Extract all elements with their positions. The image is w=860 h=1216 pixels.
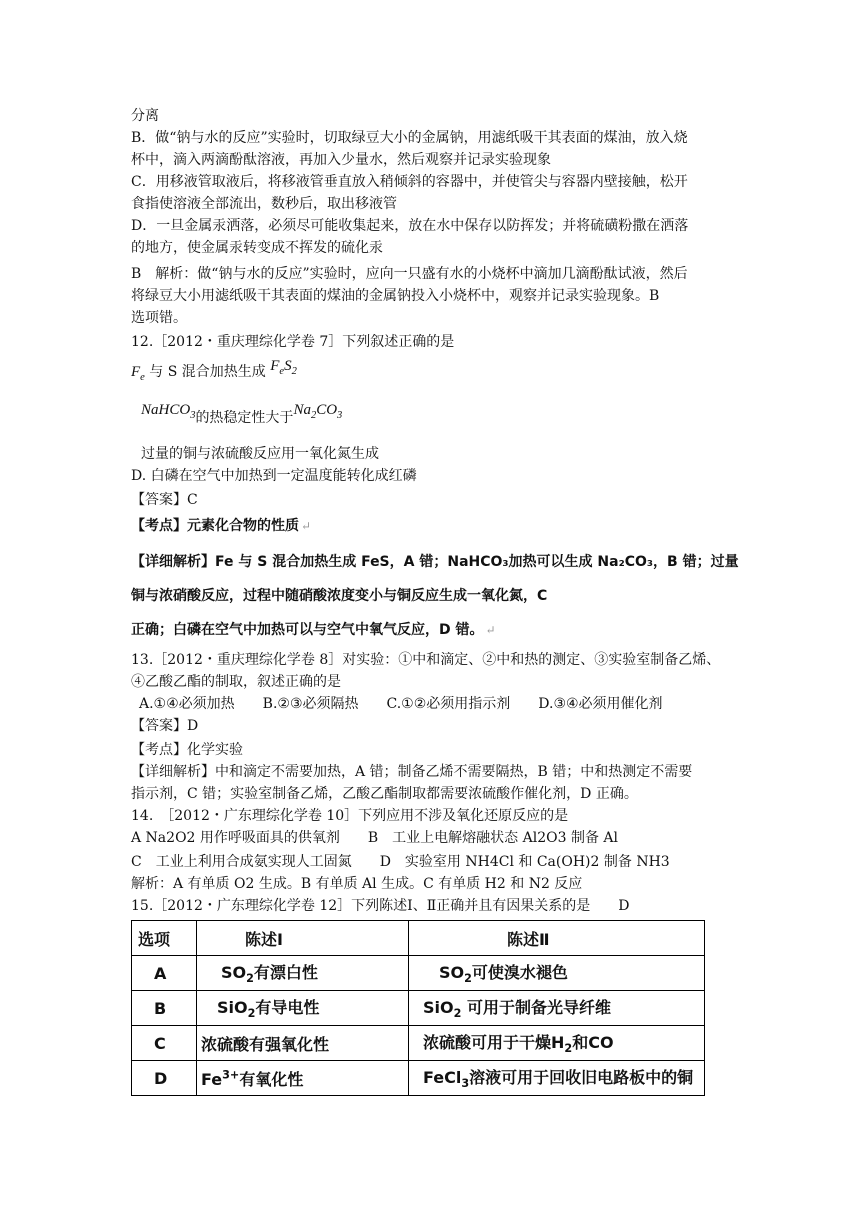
option-c-line: C．用移液管取液后，将移液管垂直放入稍倾斜的容器中，并使管尖与容器内壁接触，松开 [131, 174, 688, 190]
option-a-text: 与 S 混合加热生成 [149, 364, 266, 380]
question-12-option-c: 过量的铜与浓硫酸反应用一氧化氮生成 [141, 446, 379, 462]
explanation-12: 铜与浓硝酸反应，过程中随硝酸浓度变小与铜反应生成一氧化氮，C [131, 588, 548, 604]
explanation-13: 【详细解析】中和滴定不需要加热，A 错；制备乙烯不需要隔热，B 错；中和热测定不需要 [131, 764, 693, 780]
option-d-line: D．一旦金属汞洒落，必须尽可能收集起来，放在水中保存以防挥发；并将硫磺粉撒在洒落 [131, 218, 689, 234]
analysis-line: B 解析：做“钠与水的反应”实验时，应向一只盛有水的小烧杯中滴加几滴酚酞试液，然后 [131, 266, 688, 282]
question-13-options: A.①④必须加热 B.②③必须隔热 C.①②必须用指示剂 D.③④必须用催化剂 [139, 696, 663, 712]
option-cell: A [132, 956, 197, 991]
answer-13: 【答案】D [131, 718, 199, 734]
explanation-12: 【详细解析】Fe 与 S 混合加热生成 FeS，A 错；NaHCO₃加热可以生成 Na₂CO₃，B 错；过量 [131, 554, 739, 570]
statement-1-cell: SiO$_2$有导电性 [197, 991, 409, 1026]
option-cell: C [132, 1026, 197, 1061]
statement-2-cell: $SO_2$可使溴水褪色 [409, 956, 705, 991]
question-14-analysis: 解析：A 有单质 O2 生成。B 有单质 Al 生成。C 有单质 H2 和 N2 反应 [131, 876, 583, 892]
option-cell: B [132, 991, 197, 1026]
formula-nahco3: NaHCO$_3$ [141, 402, 196, 421]
table-row [132, 956, 705, 991]
table-row [132, 1061, 705, 1096]
statement-1-cell: $Fe^{3+}$有氧化性 [197, 1061, 409, 1096]
question-14-options-ab: A Na2O2 用作呼吸面具的供氧剂 B 工业上电解熔融状态 Al2O3 制备 Al [131, 830, 619, 846]
option-cell: D [132, 1061, 197, 1096]
header-option: 选项 [132, 921, 197, 956]
question-12-option-a [131, 358, 297, 388]
header-statement-2: 陈述Ⅱ [409, 921, 705, 956]
analysis-line: 将绿豆大小用滤纸吸干其表面的煤油的金属钠投入小烧杯中，观察并记录实验现象。B [131, 288, 660, 304]
formula-fes2: $F_eS_2$ [270, 358, 297, 377]
answer-12: 【答案】C [131, 492, 198, 508]
question-13: ④乙酸乙酯的制取，叙述正确的是 [131, 674, 341, 690]
text-line: 食指使溶液全部流出，数秒后，取出移液管 [131, 196, 397, 212]
explanation-13: 指示剂，C 错；实验室制备乙烯，乙酸乙酯制取都需要浓硫酸作催化剂，D 正确。 [131, 786, 638, 802]
table-row [132, 1026, 705, 1061]
header-statement-1: 陈述Ⅰ [197, 921, 409, 956]
option-b-text: 的热稳定性大于 [195, 410, 294, 426]
statement-1-cell: $SO_2$有漂白性 [197, 956, 409, 991]
topic-13: 【考点】化学实验 [131, 742, 243, 758]
option-b-line: B．做“钠与水的反应”实验时，切取绿豆大小的金属钠，用滤纸吸干其表面的煤油，放入烧 [131, 130, 688, 146]
explanation-12: 正确；白磷在空气中加热可以与空气中氧气反应，D 错。 ↵ [131, 622, 496, 638]
question-15: 15.［2012・广东理综化学卷 12］下列陈述Ⅰ、Ⅱ正确并且有因果关系的是 D [131, 898, 630, 914]
text-line: 分离 [131, 108, 159, 124]
table-row [132, 991, 705, 1026]
return-mark: ↵ [301, 519, 312, 533]
formula-fe: $F_e$ [131, 364, 145, 383]
question-12-option-d: D. 白磷在空气中加热到一定温度能转化成红磷 [131, 468, 417, 484]
return-mark: ↵ [485, 623, 496, 637]
statement-2-cell: 浓硫酸可用于干燥$H_2$和CO [409, 1026, 705, 1061]
statement-1-cell: 浓硫酸有强氧化性 [197, 1026, 409, 1061]
statement-2-cell: FeCl$_3$溶液可用于回收旧电路板中的铜 [409, 1061, 705, 1096]
formula-na2co3: $Na_2CO_3$ [293, 402, 343, 421]
text-line: 的地方，使金属汞转变成不挥发的硫化汞 [131, 240, 383, 256]
topic-12: 【考点】元素化合物的性质 ↵ [131, 518, 312, 534]
question-14-options-cd: C 工业上利用合成氨实现人工固氮 D 实验室用 NH4Cl 和 Ca(OH)2 制备 NH3 [131, 854, 670, 870]
statements-table [131, 920, 705, 1096]
question-12-option-b [141, 402, 343, 434]
question-14: 14. ［2012・广东理综化学卷 10］下列应用不涉及氧化还原反应的是 [131, 808, 569, 824]
analysis-line: 选项错。 [131, 310, 187, 326]
table-header-row [132, 921, 705, 956]
question-12: 12.［2012・重庆理综化学卷 7］下列叙述正确的是 [131, 334, 455, 350]
question-13: 13.［2012・重庆理综化学卷 8］对实验：①中和滴定、②中和热的测定、③实验室制备乙烯、 [131, 652, 721, 668]
text-line: 杯中，滴入两滴酚酞溶液，再加入少量水，然后观察并记录实验现象 [131, 152, 551, 168]
statement-2-cell: SiO$_2$ 可用于制备光导纤维 [409, 991, 705, 1026]
